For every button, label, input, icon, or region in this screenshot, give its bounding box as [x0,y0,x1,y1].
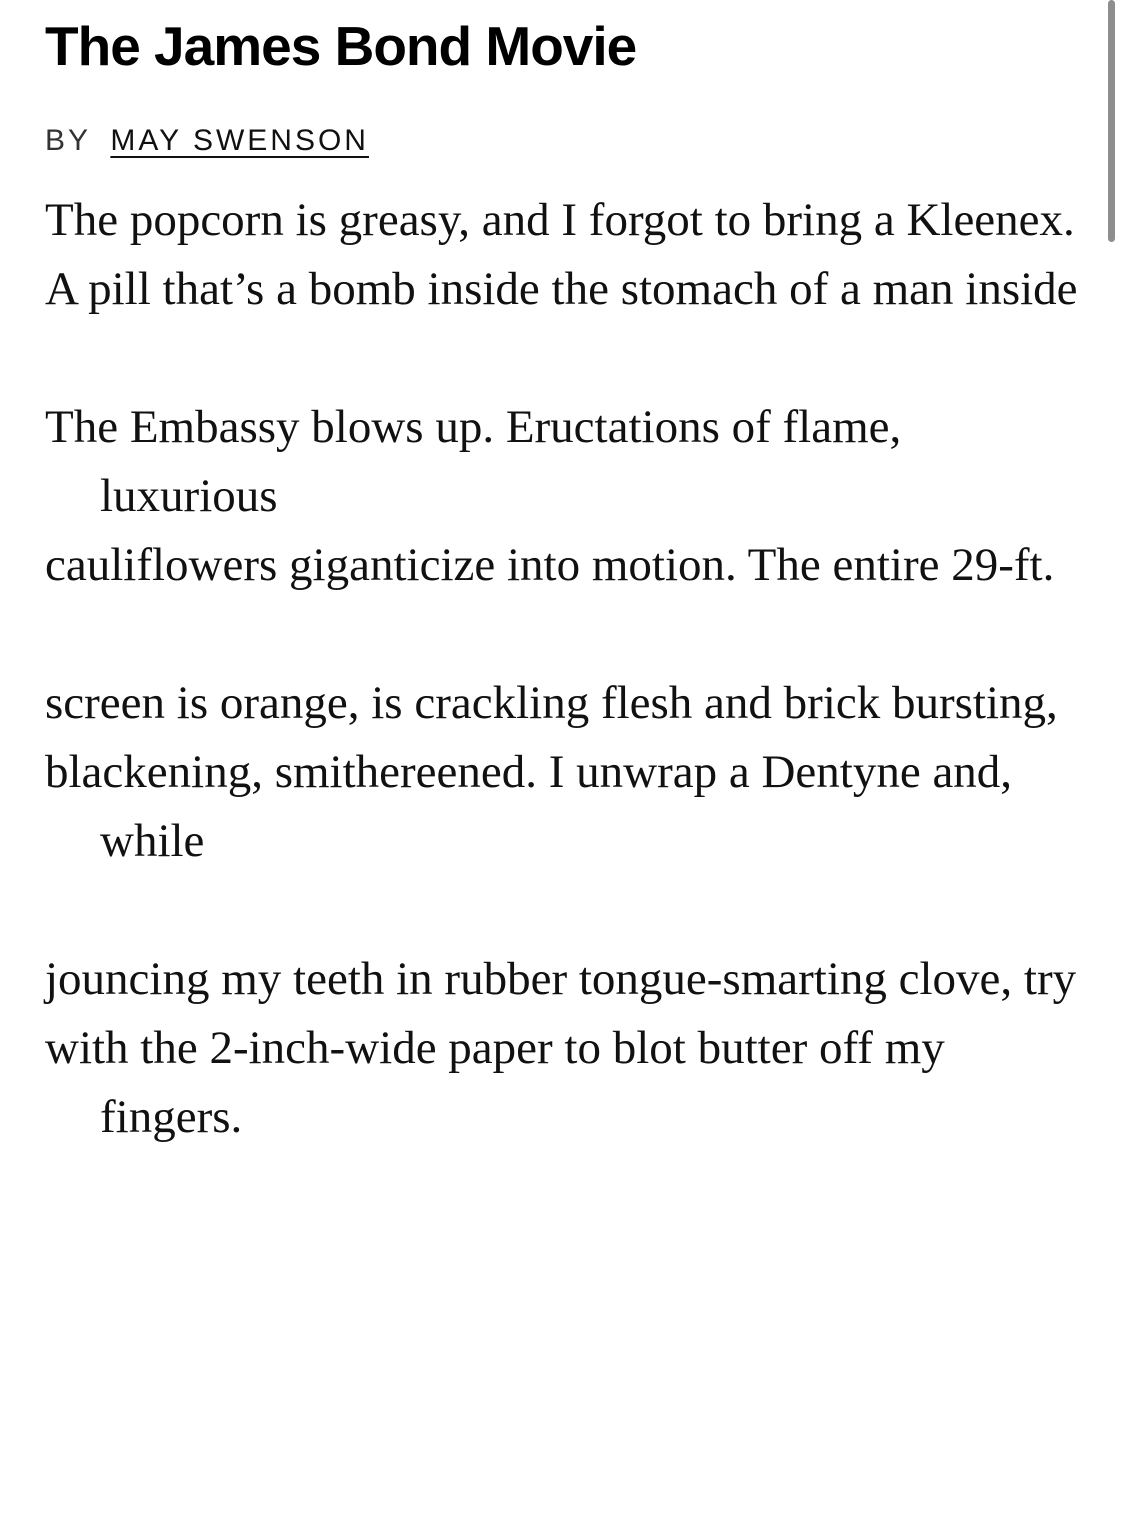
stanza [45,945,1085,1152]
poem-line: The Embassy blows up. Eructations of flame, luxurious [45,401,902,522]
byline-prefix: BY [45,124,92,157]
poem-line: blackening, smithereened. I unwrap a Dentyne and, while [45,746,1013,867]
byline [45,124,369,158]
poem-line: with the 2-inch-wide paper to blot butter off my fingers. [45,1022,945,1143]
stanza [45,669,1085,876]
poem-line: The popcorn is greasy, and I forgot to bring a Kleenex. [45,194,1075,246]
page-title: The James Bond Movie [45,15,637,77]
vertical-scrollbar[interactable] [1108,0,1115,242]
poem-line: cauliflowers giganticize into motion. The entire 29-ft. [45,539,1055,591]
stanza [45,393,1085,600]
author-link[interactable]: MAY SWENSON [110,124,369,157]
poem-body [45,186,1085,1221]
poem-line: A pill that’s a bomb inside the stomach of a man inside [45,263,1078,315]
stanza [45,186,1085,324]
poem-line: jouncing my teeth in rubber tongue-smarting clove, try [45,953,1077,1005]
poem-line: screen is orange, is crackling flesh and brick bursting, [45,677,1058,729]
